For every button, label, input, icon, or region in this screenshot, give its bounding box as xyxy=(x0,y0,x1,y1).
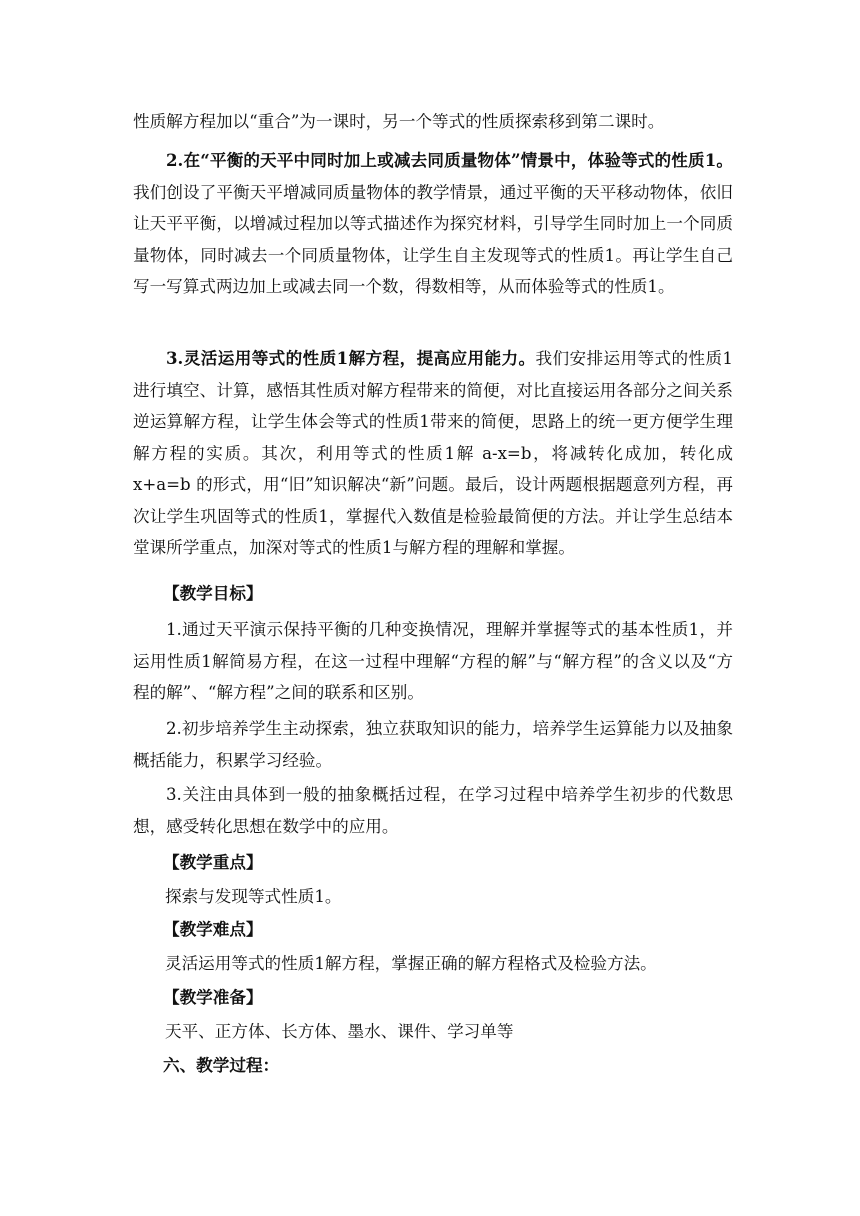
paragraph-lead-bold: 3.灵活运用等式的性质1解方程，提高应用能力。 xyxy=(166,348,536,368)
paragraph-point-2 xyxy=(133,145,733,303)
paragraph-text: 我们安排运用等式的性质1进行填空、计算，感悟其性质对解方程带来的简便，对比直接运用各部分之间关系逆运算解方程，让学生体会等式的性质1带来的简便，思路上的统一更方便学生理解方程的实质。其次，利用等式的性质1解 a-x=b，将减转化成加，转化成 x+a=b 的形式，用“旧”知识解决“新”问题。最后，设计两题根据题意列方程，再次让学生巩固等式的性质1，掌握代入数值是检验最简便的方法。并让学生总结本堂课所学重点，加深对等式的性质1与解方程的理解和掌握。 xyxy=(133,349,733,557)
section-heading-process: 六、教学过程： xyxy=(163,1055,280,1075)
section-heading-objectives: 【教学目标】 xyxy=(163,583,263,603)
objective-item-1: 1.通过天平演示保持平衡的几种变换情况，理解并掌握等式的基本性质1，并运用性质1解简易方程，在这一过程中理解“方程的解”与“解方程”的含义以及“方程的解”、“解方程”之间的联系和区别。 xyxy=(133,620,733,702)
key-points-text: 探索与发现等式性质1。 xyxy=(165,887,342,906)
difficulties-text: 灵活运用等式的性质1解方程，掌握正确的解方程格式及检验方法。 xyxy=(165,954,657,973)
paragraph-point-3 xyxy=(133,343,733,564)
paragraph-text: 我们创设了平衡天平增减同质量物体的教学情景，通过平衡的天平移动物体，依旧让天平平衡，以增减过程加以等式描述作为探究材料，引导学生同时加上一个同质量物体，同时减去一个同质量物体，让学生自主发现等式的性质1。再让学生自己写一写算式两边加上或减去同一个数，得数相等，从而体验等式的性质1。 xyxy=(133,182,733,296)
paragraph-continuation xyxy=(133,106,733,138)
preparation-text: 天平、正方体、长方体、墨水、课件、学习单等 xyxy=(165,1022,514,1041)
section-heading-key-points: 【教学重点】 xyxy=(163,852,263,872)
paragraph-text: 性质解方程加以“重合”为一课时，另一个等式的性质探索移到第二课时。 xyxy=(133,112,665,131)
paragraph-lead-bold: 2.在“平衡的天平中同时加上或减去同质量物体”情景中，体验等式的性质1。 xyxy=(166,150,733,170)
objective-item-2: 2.初步培养学生主动探索，独立获取知识的能力，培养学生运算能力以及抽象概括能力，积累学习经验。 xyxy=(133,719,733,770)
section-heading-preparation: 【教学准备】 xyxy=(163,987,263,1007)
objective-item-3: 3.关注由具体到一般的抽象概括过程，在学习过程中培养学生初步的代数思想，感受转化思想在数学中的应用。 xyxy=(133,785,733,836)
section-heading-difficulties: 【教学难点】 xyxy=(163,919,263,939)
